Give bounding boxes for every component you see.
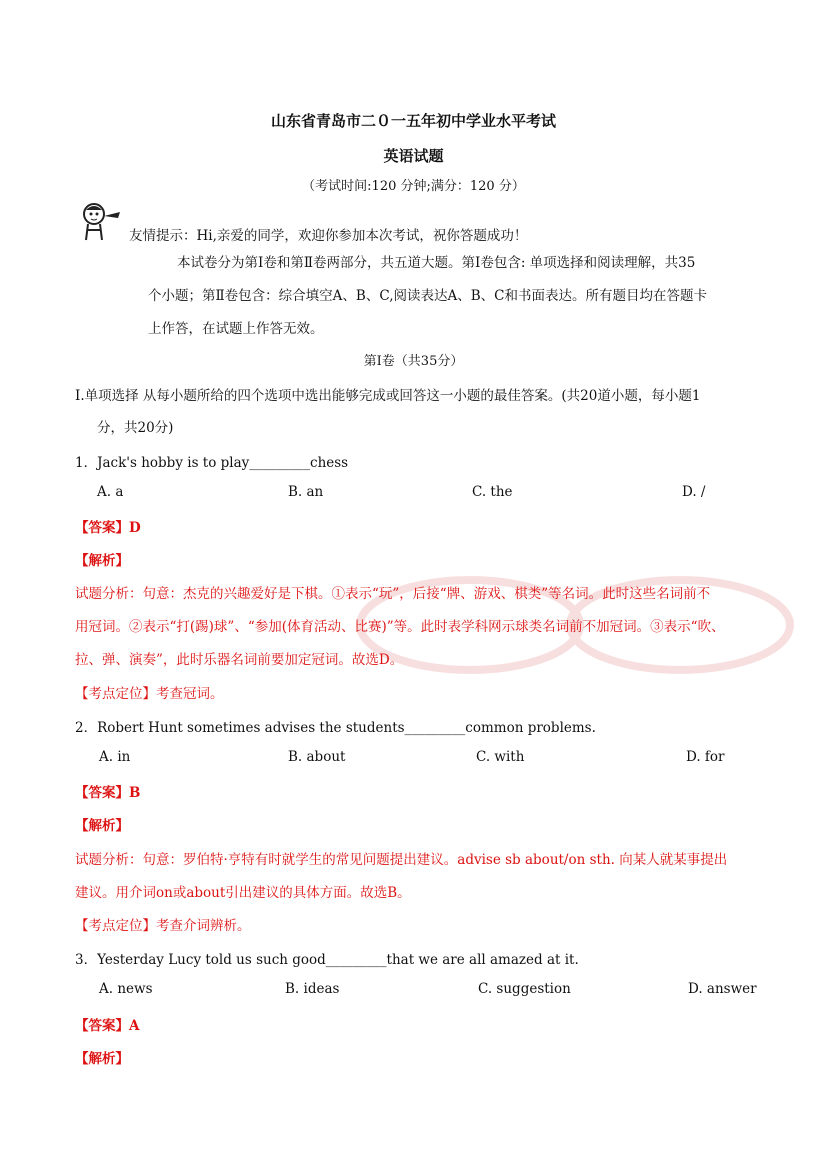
mascot-icon [78,200,124,242]
question-2-option-d: D. for [686,749,725,765]
tip-line-2: 本试卷分为第Ⅰ卷和第Ⅱ卷两部分，共五道大题。第Ⅰ卷包含: 单项选择和阅读理解，共35 [177,255,696,271]
question-3-option-a: A. news [99,981,153,997]
tip-line-1: 友情提示：Hi,亲爱的同学，欢迎你参加本次考试，祝你答题成功！ [129,228,528,244]
section-title: 第Ⅰ卷（共35分） [363,354,464,369]
question-1-option-c: C. the [472,484,513,500]
question-2-option-b: B. about [288,749,346,765]
question-3-analysis-label: 【解析】 [75,1051,129,1067]
question-2-analysis-label: 【解析】 [75,818,129,834]
question-3-option-c: C. suggestion [478,981,571,997]
question-1-analysis-label: 【解析】 [75,553,129,569]
question-1-point: 【考点定位】考查冠词。 [75,686,224,702]
exam-subject: 英语试题 [383,147,444,165]
question-3-option-d: D. answer [688,981,757,997]
question-2-option-c: C. with [476,749,525,765]
question-2-answer: 【答案】B [75,785,141,801]
question-1-stem: 1．Jack's hobby is to play_________chess [75,455,349,471]
tip-line-3: 个小题；第Ⅱ卷包含：综合填空A、B、C,阅读表达A、B、C和书面表达。所有题目均在答题卡 [148,288,707,304]
tip-line-4: 上作答，在试题上作答无效。 [148,321,324,337]
question-2-analysis-line: 建议。用介词on或about引出建议的具体方面。故选B。 [75,885,411,901]
question-1-option-a: A. a [97,484,124,500]
question-1-option-d: D. / [682,484,706,500]
question-2-stem: 2．Robert Hunt sometimes advises the students_________common problems. [75,720,596,736]
question-3-option-b: B. ideas [285,981,340,997]
exam-title: 山东省青岛市二０一五年初中学业水平考试 [270,112,556,130]
question-1-analysis-line: 用冠词。②表示“打(踢)球”、“参加(体育活动、比赛)”等。此时表学科网示球类名词前不加冠词。③表示“吹、 [75,619,725,635]
part1-instruction-cont: 分，共20分) [97,420,174,436]
exam-time-info: （考试时间:120 分钟;满分：120 分） [302,179,525,194]
question-3-answer: 【答案】A [75,1018,140,1034]
question-1-answer: 【答案】D [75,520,141,536]
question-2-option-a: A. in [99,749,131,765]
question-2-analysis-line: 试题分析：句意：罗伯特·亨特有时就学生的常见问题提出建议。advise sb about/on sth. 向某人就某事提出 [75,852,728,868]
question-1-analysis-line: 试题分析：句意：杰克的兴趣爱好是下棋。①表示“玩”，后接“牌、游戏、棋类”等名词。此时这些名词前不 [75,586,711,602]
question-1-option-b: B. an [288,484,324,500]
question-3-stem: 3．Yesterday Lucy told us such good_________that we are all amazed at it. [75,952,579,968]
question-2-point: 【考点定位】考查介词辨析。 [75,918,251,934]
question-1-analysis-line: 拉、弹、演奏”，此时乐器名词前要加定冠词。故选D。 [75,652,404,668]
part1-instruction: Ⅰ.单项选择 从每小题所给的四个选项中选出能够完成或回答这一小题的最佳答案。(共20道小题，每小题1 [75,388,701,404]
